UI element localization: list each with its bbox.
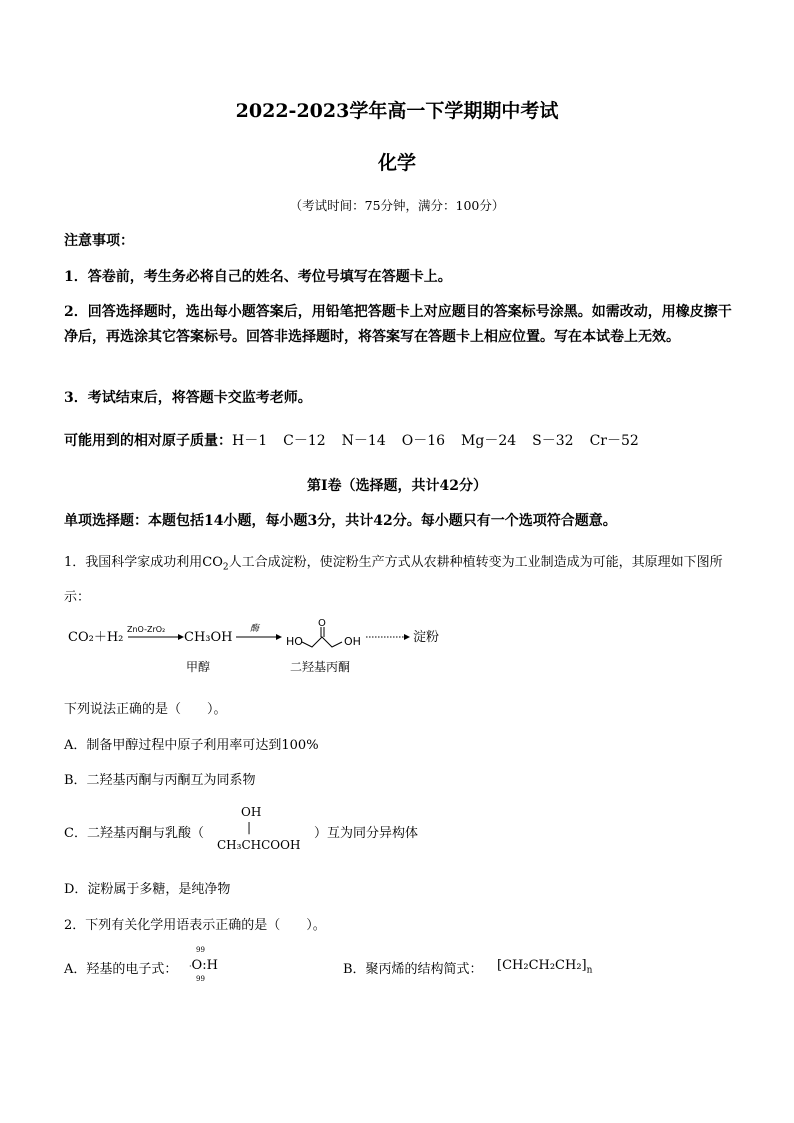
q1-option-d: D．淀粉属于多糖，是纯净物 (64, 882, 231, 897)
mass-n: N－14 (341, 433, 386, 449)
q2-option-a-label: A．羟基的电子式： (64, 962, 178, 977)
dha-o: O (318, 618, 326, 629)
dha-oh: OH (344, 635, 361, 648)
q1-ask: 下列说法正确的是（ ）。 (64, 702, 227, 717)
dha-ho: HO (286, 635, 303, 648)
exam-meta: （考试时间：75分钟，满分：100分） (289, 198, 505, 213)
q1-stem: 1．我国科学家成功利用$CO_2$人工合成淀粉，使淀粉生产方式从农耕种植转变为工业制造成为可能，其原理如下图所示： (64, 555, 723, 605)
q1-reaction-scheme (64, 615, 464, 685)
q1-option-b: B．二羟基丙酮与丙酮互为同系物 (64, 773, 256, 788)
dha-skeleton (302, 637, 342, 647)
q1-option-c-pre: C．二羟基丙酮与乳酸（ (64, 826, 204, 841)
q2-option-b-label: B．聚丙烯的结构简式： (343, 962, 483, 977)
section-title: 第Ⅰ卷（选择题，共计42分） (306, 478, 488, 494)
mass-h: H－1 (232, 433, 268, 449)
scheme-arrowhead-2 (276, 634, 282, 640)
q1-option-c-post: ）互为同分异构体 (314, 826, 419, 841)
notice-item-3: 3．考试结束后，将答题卡交监考老师。 (64, 390, 312, 406)
q2-option-b-formula: $[CH_2CH_2CH_2]_n$ (497, 958, 593, 976)
atomic-mass-label: 可能用到的相对原子质量： (64, 433, 232, 449)
q1-option-c-formula: CH₃CHCOOH (217, 838, 301, 852)
mass-s: S－32 (532, 433, 574, 449)
q2-a-dots-bottom: 99 (196, 975, 205, 983)
q2-a-dots-top: 99 (196, 946, 205, 954)
scheme-starch: 淀粉 (413, 630, 440, 645)
notice-item-2: 2．回答选择题时，选出每小题答案后，用铅笔把答题卡上对应题目的答案标号涂黑。如需改动，用橡皮擦干净后，再选涂其它答案标号。回答非选择题时，将答案写在答题卡上相应位置。写在本试卷上无效。 (64, 304, 732, 345)
q2-a-electron-formula: ·O:H (189, 958, 218, 973)
scheme-catalyst: ZnO-ZrO₂ (127, 625, 166, 634)
notice-item-1: 1．答卷前，考生务必将自己的姓名、考位号填写在答题卡上。 (64, 269, 452, 285)
scheme-enzyme: 酶 (250, 624, 260, 634)
mass-o: O－16 (401, 433, 446, 449)
q2-stem: 2．下列有关化学用语表示正确的是（ ）。 (64, 918, 326, 933)
mass-mg: Mg－24 (461, 433, 517, 449)
scheme-methanol-name: 甲醇 (186, 660, 211, 674)
exam-title: 2022-2023学年高一下学期期中考试 (235, 100, 559, 122)
notice-heading: 注意事项： (64, 233, 134, 249)
mass-cr: Cr－52 (589, 433, 639, 449)
q1-option-a: A．制备甲醇过程中原子利用率可达到100% (64, 738, 319, 753)
q1-option-c-oh: OH (241, 805, 262, 819)
q1-option-c-bond: | (247, 820, 252, 834)
scheme-methanol: CH₃OH (184, 630, 233, 645)
scheme-reactants: CO₂＋H₂ (68, 630, 124, 645)
section-description: 单项选择题：本题包括14小题，每小题3分，共计42分。每小题只有一个选项符合题意。 (64, 513, 617, 529)
mass-c: C－12 (283, 433, 326, 449)
scheme-dha-name: 二羟基丙酮 (290, 660, 351, 674)
scheme-arrowhead-3 (404, 634, 410, 640)
atomic-mass-line (64, 430, 655, 450)
subject-title: 化学 (377, 152, 416, 174)
